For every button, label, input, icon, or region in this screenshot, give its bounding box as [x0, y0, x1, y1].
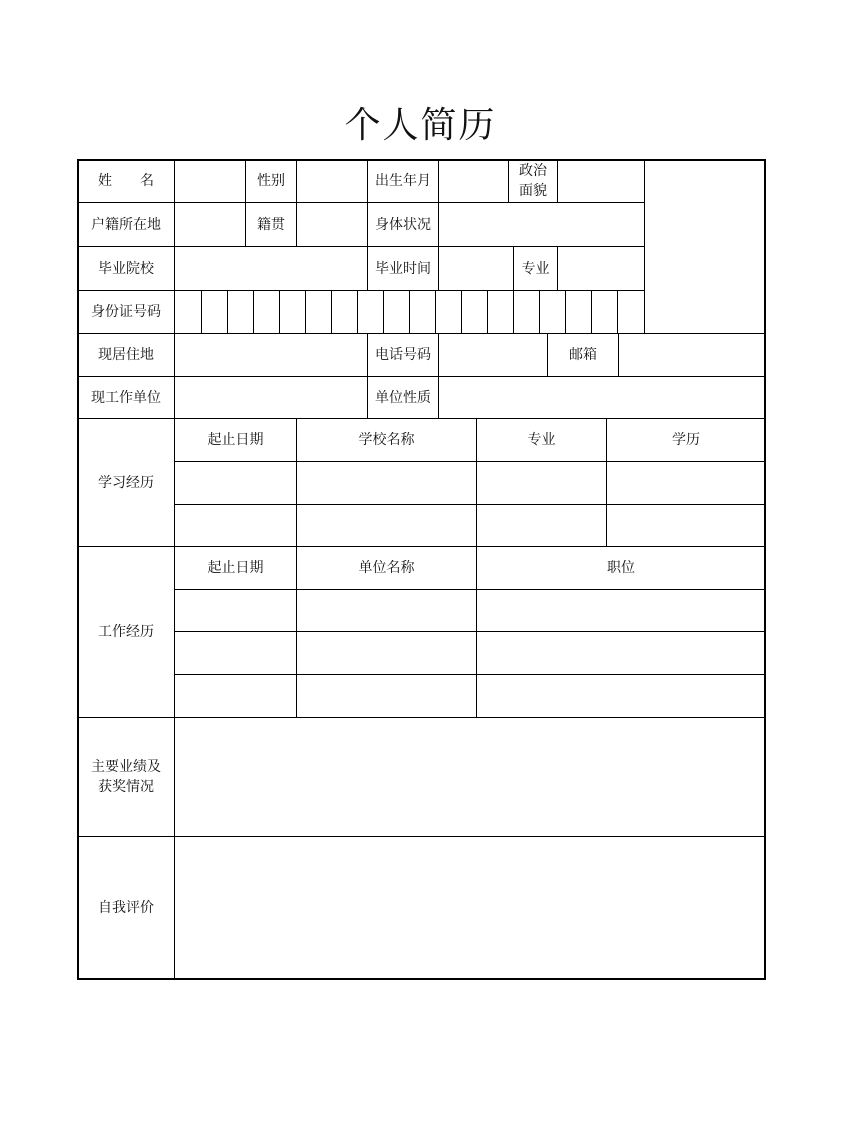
employer-type-field[interactable] — [439, 377, 765, 418]
label-name: 姓 名 — [98, 173, 154, 189]
label-address: 现居住地 — [98, 347, 154, 363]
label-study-history: 学习经历 — [98, 474, 154, 491]
health-field[interactable] — [439, 203, 644, 246]
label-native-place: 籍贯 — [257, 216, 285, 233]
photo-area[interactable] — [645, 160, 765, 333]
label-political-status: 政治 面貌 — [519, 163, 547, 199]
study-header-dates: 起止日期 — [207, 432, 264, 448]
native-place-field[interactable] — [297, 203, 367, 246]
label-self-evaluation: 自我评价 — [98, 900, 154, 916]
political-status-field[interactable] — [558, 160, 644, 202]
address-field[interactable] — [175, 334, 367, 376]
label-hukou: 户籍所在地 — [91, 216, 161, 233]
work-header-dates: 起止日期 — [207, 560, 264, 576]
label-major: 专业 — [521, 260, 550, 277]
study-header-school: 学校名称 — [358, 432, 415, 448]
employer-field[interactable] — [175, 377, 367, 418]
hukou-field[interactable] — [175, 203, 245, 246]
page-title: 个人简历 — [344, 105, 497, 146]
phone-field[interactable] — [439, 334, 547, 376]
label-work-history: 工作经历 — [98, 624, 154, 640]
label-health: 身体状况 — [375, 216, 431, 233]
label-employer-type: 单位性质 — [375, 389, 431, 406]
study-header-major: 专业 — [527, 432, 556, 448]
achievements-field[interactable] — [175, 718, 765, 836]
label-email: 邮箱 — [569, 347, 597, 363]
major-field[interactable] — [558, 247, 644, 290]
school-field[interactable] — [175, 247, 367, 290]
work-rows[interactable] — [175, 590, 765, 717]
label-school: 毕业院校 — [98, 260, 154, 277]
birth-field[interactable] — [439, 160, 508, 202]
study-header-degree: 学历 — [672, 432, 700, 448]
label-birth: 出生年月 — [375, 173, 431, 189]
label-grad-time: 毕业时间 — [375, 260, 431, 277]
label-gender: 性别 — [257, 173, 285, 189]
id-number-field[interactable] — [175, 291, 644, 333]
label-achievements: 主要业绩及 获奖情况 — [91, 759, 161, 795]
grad-time-field[interactable] — [439, 247, 513, 290]
label-phone: 电话号码 — [375, 347, 431, 363]
work-header-position: 职位 — [607, 560, 635, 576]
name-field[interactable] — [175, 160, 245, 202]
label-employer: 现工作单位 — [91, 389, 161, 406]
gender-field[interactable] — [297, 160, 367, 202]
study-rows[interactable] — [175, 462, 765, 546]
email-field[interactable] — [619, 334, 765, 376]
label-id-number: 身份证号码 — [91, 304, 161, 320]
work-header-employer: 单位名称 — [358, 560, 415, 576]
self-evaluation-field[interactable] — [175, 837, 765, 979]
